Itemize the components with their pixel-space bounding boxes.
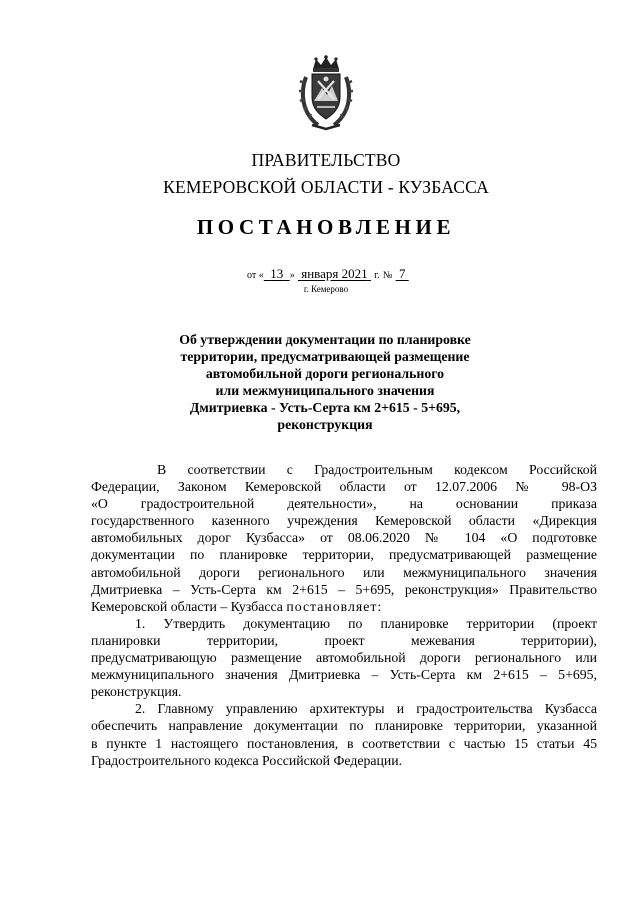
body-text: Кемеровской области – Кузбасса [91,598,287,614]
body-line: Градостроительного кодекса Российской Федерации. [91,752,403,768]
body-line: «О градостроительной деятельности», на основании приказа [91,496,597,512]
body-line: реконструкция. [91,684,182,700]
body-line: 2. Главному управлению архитектуры и градостроительства Кузбасса [135,701,597,717]
date-day: 13 [270,266,284,281]
document-body [91,461,597,769]
body-line: документации по планировке территории, предусматривающей размещение [91,547,597,563]
body-line: планировки территории, проект межевания территории), [91,632,597,648]
number-sign: № [382,270,393,281]
body-line: автомобильной дороги регионального или межмуниципального значения [91,564,597,580]
body-line: предусматривающую размещение автомобильной дороги регионального или [91,650,597,666]
title-line: или межмуниципального значения [215,383,435,398]
date-year-suffix: г. [374,270,380,281]
body-line: Федерации, Законом Кемеровской области от 12.07.2006 № 98-ОЗ [91,479,597,495]
document-number: 7 [398,266,406,281]
body-line: обеспечить направление документации по планировке территории, указанной [91,718,597,734]
body-line [91,598,597,615]
body-line: автомобильных дорог Кузбасса» от 08.06.2020 № 104 «О подготовке [91,530,597,546]
organization-name-line2: КЕМЕРОВСКОЙ ОБЛАСТИ - КУЗБАССА [163,177,489,197]
body-line: 1. Утвердить документацию по планировке территории (проект [135,615,597,631]
body-line: межмуниципального значения Дмитриевка – Усть-Серта км 2+615 – 5+695, [91,667,597,683]
body-line: в пункте 1 настоящего постановления, в соответствии с частью 15 статьи 45 [91,735,597,751]
coat-of-arms-icon [298,55,354,131]
document-title [175,331,475,433]
title-line: Дмитриевка - Усть-Серта км 2+615 - 5+695, [189,400,461,415]
date-mid: » [289,270,295,281]
body-line: государственного казенного учреждения Кемеровской области «Дирекция [91,513,597,529]
title-line: территории, предусматривающей размещение [180,349,470,364]
organization-name-line1: ПРАВИТЕЛЬСТВО [251,150,401,170]
body-line: Дмитриевка – Усть-Серта км 2+615 – 5+695, реконструкция» Правительство [91,581,597,597]
document-place: г. Кемерово [303,284,349,294]
title-line: реконструкция [277,417,373,432]
document-date-line [247,266,409,282]
title-line: автомобильной дороги регионального [205,366,445,381]
body-line: В соответствии с Градостроительным кодексом Российской [157,462,597,477]
date-prefix: от « [247,270,264,281]
resolution-keyword: постановляет: [286,598,383,614]
title-line: Об утверждении документации по планировке [179,332,471,347]
date-month-year: января 2021 [301,266,368,281]
document-type-heading: ПОСТАНОВЛЕНИЕ [196,215,456,239]
